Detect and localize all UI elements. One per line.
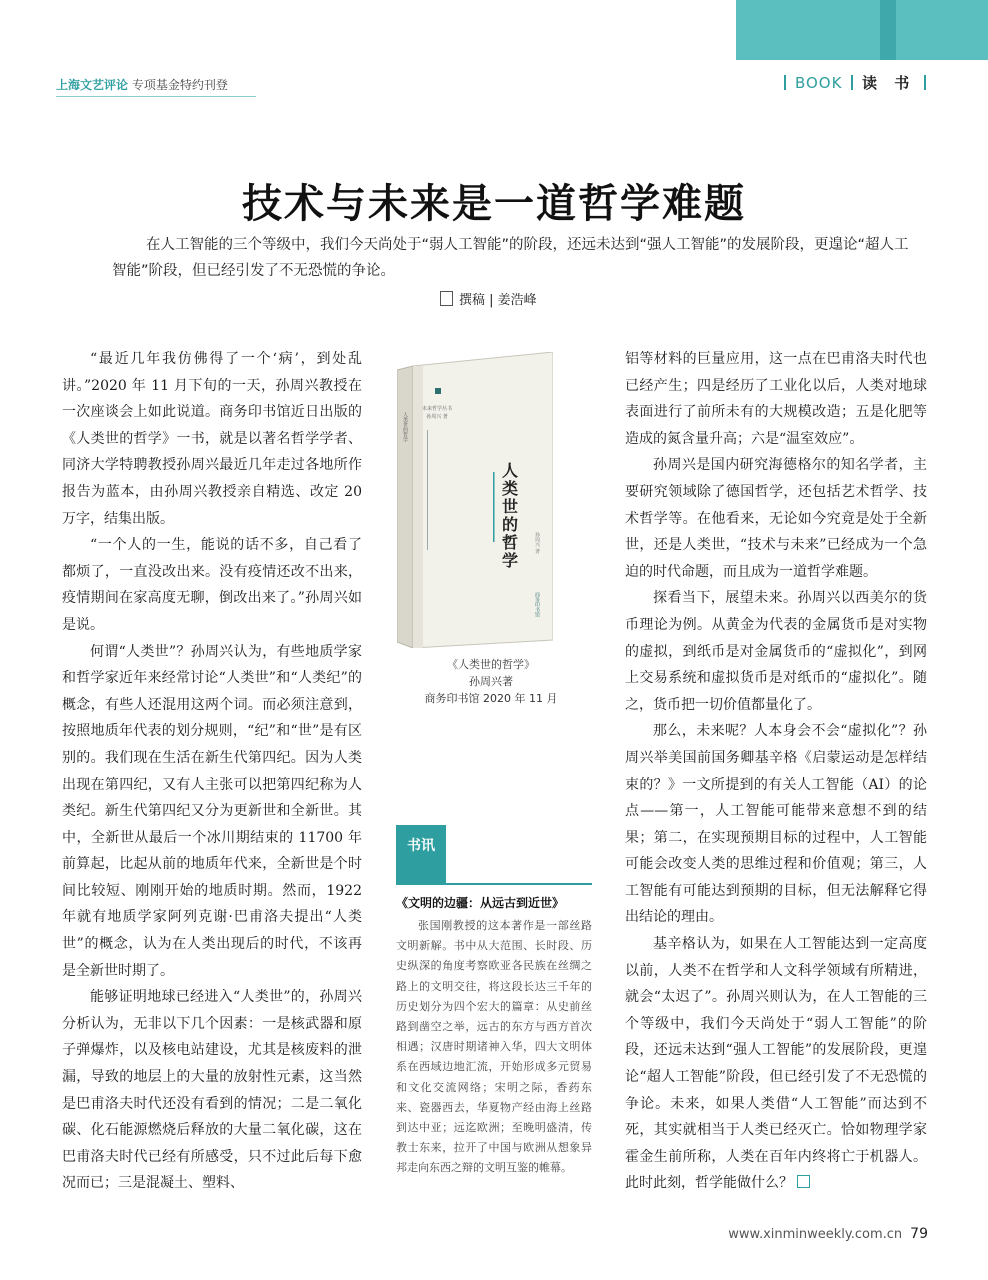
column-sponsor-header	[56, 76, 228, 93]
body-paragraph-text: 基辛格认为，如果在人工智能达到一定高度以前，人类不在哲学和人文科学领域有所精进，就会“太迟了”。孙周兴则认为，在人工智能的三个等级中，我们今天尚处于“弱人工智能”的阶段，还远未达到“强人工智能”的发展阶段，更遑论“超人工智能”阶段，但已经引发了不无恐慌的争论。未来，如果人类借“人工智能”而达到不死，其实就相当于人类已经灭亡。恰如物理学家霍金生前所称，人类在百年内终将亡于机器人。此时此刻，哲学能做什么？	[625, 936, 927, 1192]
section-bar-mid	[851, 75, 853, 90]
sponsor-brand: 上海文艺评论	[56, 78, 129, 92]
corner-color-block	[736, 0, 988, 60]
footer-url: www.xinminweekly.com.cn	[728, 1227, 903, 1242]
body-paragraph: 能够证明地球已经进入“人类世”的，孙周兴分析认为，无非以下几个因素：一是核武器和原子弹爆炸，以及核电站建设，尤其是核废料的泄漏，导致的地层上的大量的放射性元素，这当然是巴甫洛夫时代还没有看到的情况；二是二氧化碳、化石能源燃烧后释放的大量二氧化碳，这在巴甫洛夫时代已经有所感受，只不过此后每下愈况而已；三是混凝土、塑料、	[62, 989, 362, 1192]
body-paragraph: 孙周兴是国内研究海德格尔的知名学者，主要研究领域除了德国哲学，还包括艺术哲学、技术哲学等。在他看来，无论如今究竟是处于全新世，还是人类世，“技术与未来”已经成为一个急迫的时代命题，而且成为一道哲学难题。	[625, 457, 927, 580]
cover-accent-line	[493, 472, 495, 542]
body-paragraph: 何谓“人类世”？孙周兴认为，有些地质学家和哲学家近年来经常讨论“人类世”和“人类纪”的概念，有些人还混用这两个词。而必须注意到，按照地质年代表的划分规则，“纪”和“世”是有区别的。我们现在生活在新生代第四纪。因为人类出现在第四纪，又有人主张可以把第四纪称为人类纪。新生代第四纪又分为更新世和全新世。其中，全新世从最后一个冰川期结束的 11700 年前算起，比起从前的地质年代来，全新世是个时间比较短、刚刚开始的地质时期。然而，1922 年就有地质学家阿列克谢·巴甫洛夫提出“人类世”的概念，认为在人类出现后的时代，不该再是全新世时期了。	[62, 643, 362, 979]
body-column-left	[62, 346, 362, 1197]
cover-author-spine: 孙周兴 著	[534, 532, 540, 554]
book-cover-image	[397, 352, 553, 648]
cover-emblem-icon	[435, 388, 441, 394]
article-title: 技术与未来是一道哲学难题	[242, 180, 746, 227]
article-byline	[440, 289, 537, 308]
body-paragraph: 探看当下，展望未来。孙周兴以西美尔的货币理论为例。从黄金为代表的金属货币是对实物的虚拟，到纸币是对金属货币的“虚拟化”，到网上交易系统和虚拟货币是对纸币的“虚拟化”。随之，货币把一切价值都量化了。	[625, 590, 927, 713]
body-paragraph-last	[625, 931, 927, 1197]
section-bar-left	[784, 75, 786, 90]
body-paragraph: “最近几年我仿佛得了一个‘病’，到处乱讲。”2020 年 11 月下旬的一天，孙周兴教授在一次座谈会上如此说道。商务印书馆近日出版的《人类世的哲学》一书，就是以著名哲学学者、同济大学特聘教授孙周兴最近几年走过各地所作报告为蓝本，由孙周兴教授亲自精选、改定 20 万字，结集出版。	[62, 351, 362, 527]
section-bar-right	[924, 75, 926, 90]
caption-title: 《人类世的哲学》	[447, 658, 535, 671]
body-paragraph: “一个人的一生，能说的话不多，自己看了都烦了，一直没改出来。没有疫情还改不出来，疫情期间在家高度无聊，倒改出来了。”孙周兴如是说。	[62, 537, 362, 633]
cover-rule	[427, 430, 428, 550]
body-paragraph: 铝等材料的巨量应用，这一点在巴甫洛夫时代也已经产生；四是经历了工业化以后，人类对地球表面进行了前所未有的大规模改造；五是化肥等造成的氮含量升高；六是“温室效应”。	[625, 351, 927, 447]
spine-title: 人类世的哲学	[402, 412, 408, 442]
section-label-en: BOOK	[794, 74, 843, 92]
cover-series: 未来哲学丛书	[421, 406, 453, 412]
sponsor-subtitle: 专项基金特约刊登	[131, 78, 228, 92]
corner-color-strip	[880, 0, 896, 60]
book-caption	[398, 656, 584, 707]
body-paragraph: 那么，未来呢？人本身会不会“虚拟化”？孙周兴举美国前国务卿基辛格《启蒙运动是怎样结束的？》一文所提到的有关人工智能（AI）的论点——第一，人工智能可能带来意想不到的结果；第二，在实现预期目标的过程中，人工智能可能会改变人类的思维过程和价值观；第三，人工智能有可能达到预期的目标，但无法解释它得出结论的理由。	[625, 723, 927, 926]
page-footer	[728, 1226, 928, 1242]
body-column-right	[625, 346, 927, 1197]
end-mark-icon	[797, 1175, 810, 1188]
page-number: 79	[910, 1226, 928, 1242]
cover-author: 孙周兴 著	[426, 414, 448, 420]
news-rule	[396, 883, 592, 885]
news-book-title: 《文明的边疆：从远古到近世》	[396, 896, 565, 910]
section-label	[780, 72, 930, 93]
pen-icon	[440, 291, 453, 306]
section-label-cn: 读 书	[861, 74, 916, 92]
news-tag: 书讯	[396, 825, 446, 883]
byline-text: 撰稿 | 姜浩峰	[459, 293, 537, 308]
caption-publisher: 商务印书馆 2020 年 11 月	[424, 692, 558, 705]
caption-author: 孙周兴著	[469, 675, 513, 688]
cover-publisher: 商务印书馆	[534, 592, 540, 617]
news-body: 张国刚教授的这本著作是一部丝路文明新解。书中从大范围、长时段、历史纵深的角度考察欧亚各民族在丝绸之路上的文明交往，将这段长达三千年的历史划分为四个宏大的篇章：从史前丝路到凿空之举，远古的东方与西方首次相遇；汉唐时期诸神入华，四大文明体系在西域边地汇流，开始形成多元贸易和文化交流网络；宋明之际，香药东来、瓷器西去，华夏物产经由海上丝路到达中亚；远迄欧洲；至晚明盛清，传教士东来，拉开了中国与欧洲从想象异邦走向东西之辩的文明互鉴的帷幕。	[396, 919, 592, 1175]
cover-title: 人类世的哲学	[499, 462, 519, 570]
header-rule	[56, 96, 256, 97]
article-lede: 在人工智能的三个等级中，我们今天尚处于“弱人工智能”的阶段，还远未达到“强人工智能”的发展阶段，更遑论“超人工智能”阶段，但已经引发了不无恐慌的争论。	[112, 237, 909, 279]
